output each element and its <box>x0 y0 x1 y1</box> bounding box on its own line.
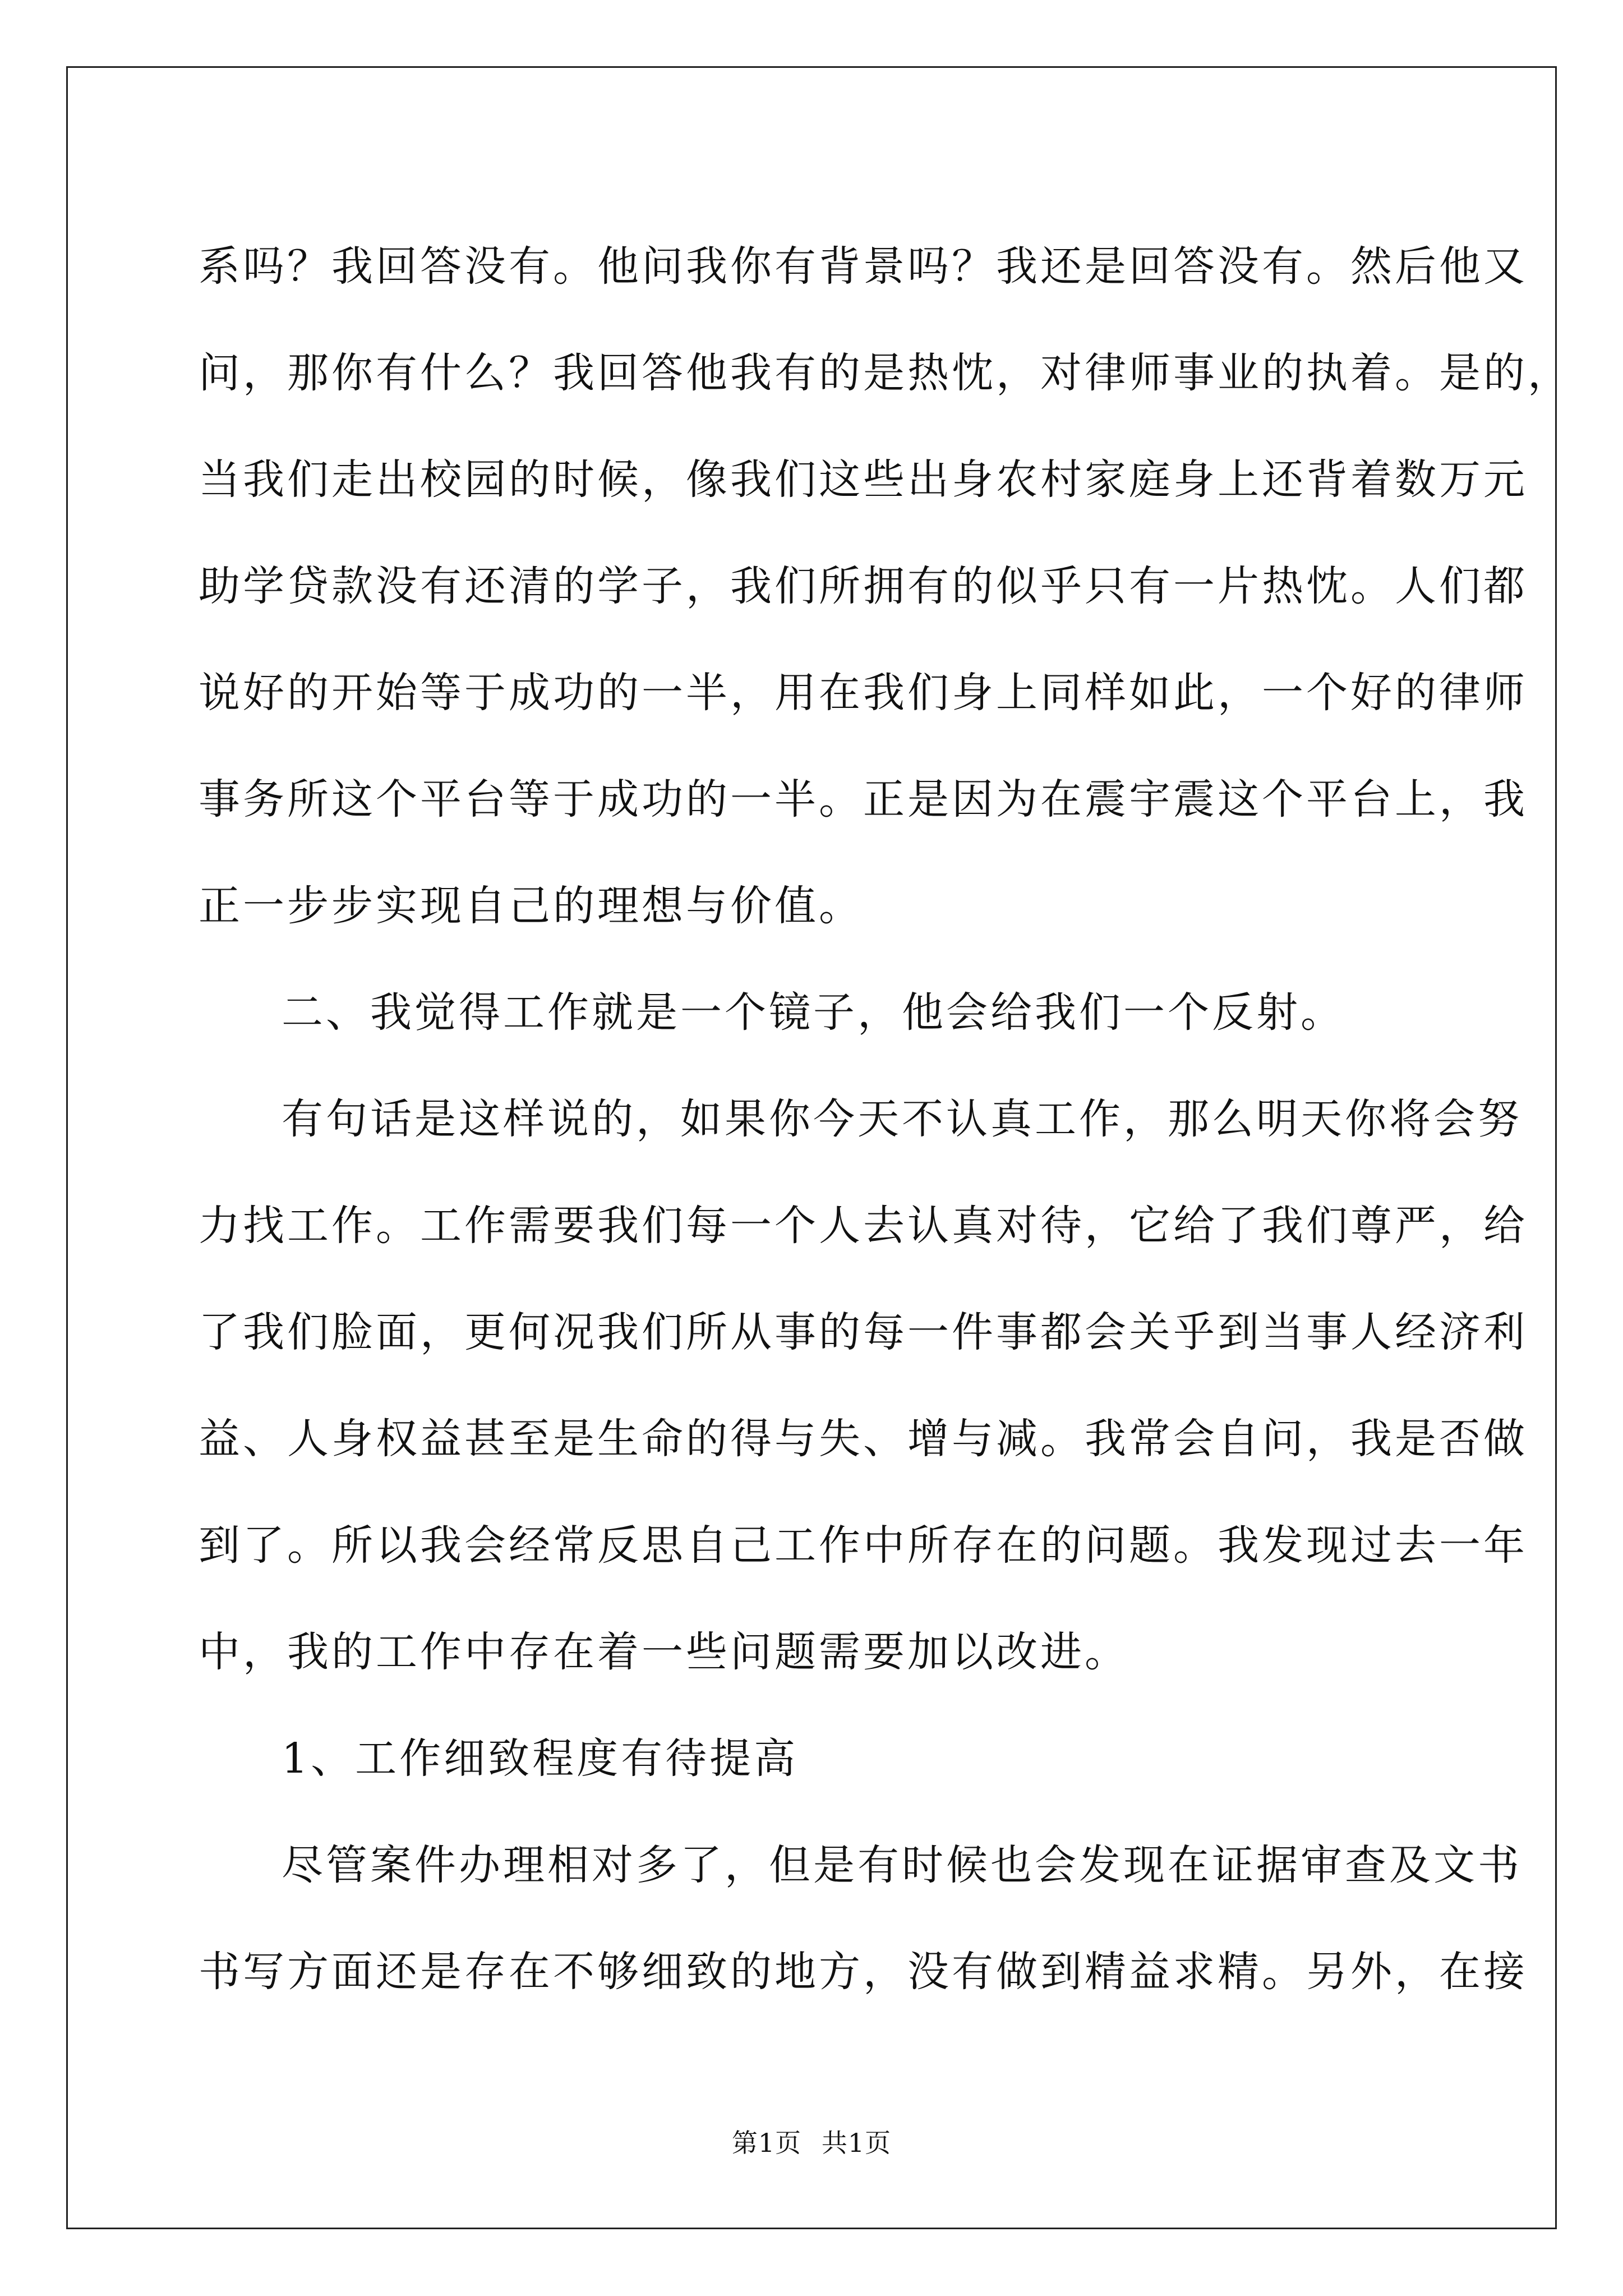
text-line: 助学贷款没有还清的学子，我们所拥有的似乎只有一片热忱。人们都 <box>199 562 1528 610</box>
section-heading: 二、我觉得工作就是一个镜子，他会给我们一个反射。 <box>282 988 1345 1037</box>
page-footer <box>0 2126 1623 2160</box>
text-line: 问，那你有什么？我回答他我有的是热忱，对律师事业的执着。是的， <box>199 349 1572 397</box>
text-line: 系吗？我回答没有。他问我你有背景吗？我还是回答没有。然后他又 <box>199 242 1528 291</box>
text-line: 当我们走出校园的时候，像我们这些出身农村家庭身上还背着数万元 <box>199 455 1528 504</box>
text-line: 说好的开始等于成功的一半，用在我们身上同样如此，一个好的律师 <box>199 669 1528 717</box>
document-body <box>199 213 1572 2025</box>
text-line: 书写方面还是存在不够细致的地方，没有做到精益求精。另外，在接 <box>199 1948 1528 1996</box>
text-line: 中，我的工作中存在着一些问题需要加以改进。 <box>199 1628 1129 1676</box>
subsection-heading: 1、工作细致程度有待提高 <box>282 1734 799 1783</box>
text-line: 到了。所以我会经常反思自己工作中所存在的问题。我发现过去一年 <box>199 1521 1528 1570</box>
text-line: 益、人身权益甚至是生命的得与失、增与减。我常会自问，我是否做 <box>199 1415 1528 1463</box>
page-number: 第1页 <box>731 2128 802 2158</box>
text-line: 正一步步实现自己的理想与价值。 <box>199 882 863 930</box>
paragraph-start: 尽管案件办理相对多了，但是有时候也会发现在证据审查及文书 <box>282 1841 1522 1889</box>
page-total: 共1页 <box>821 2128 892 2158</box>
text-line: 了我们脸面，更何况我们所从事的每一件事都会关乎到当事人经济利 <box>199 1308 1528 1356</box>
text-line: 事务所这个平台等于成功的一半。正是因为在震宇震这个平台上，我 <box>199 775 1528 823</box>
text-line: 力找工作。工作需要我们每一个人去认真对待，它给了我们尊严，给 <box>199 1202 1528 1250</box>
paragraph-start: 有句话是这样说的，如果你今天不认真工作，那么明天你将会努 <box>282 1095 1522 1143</box>
